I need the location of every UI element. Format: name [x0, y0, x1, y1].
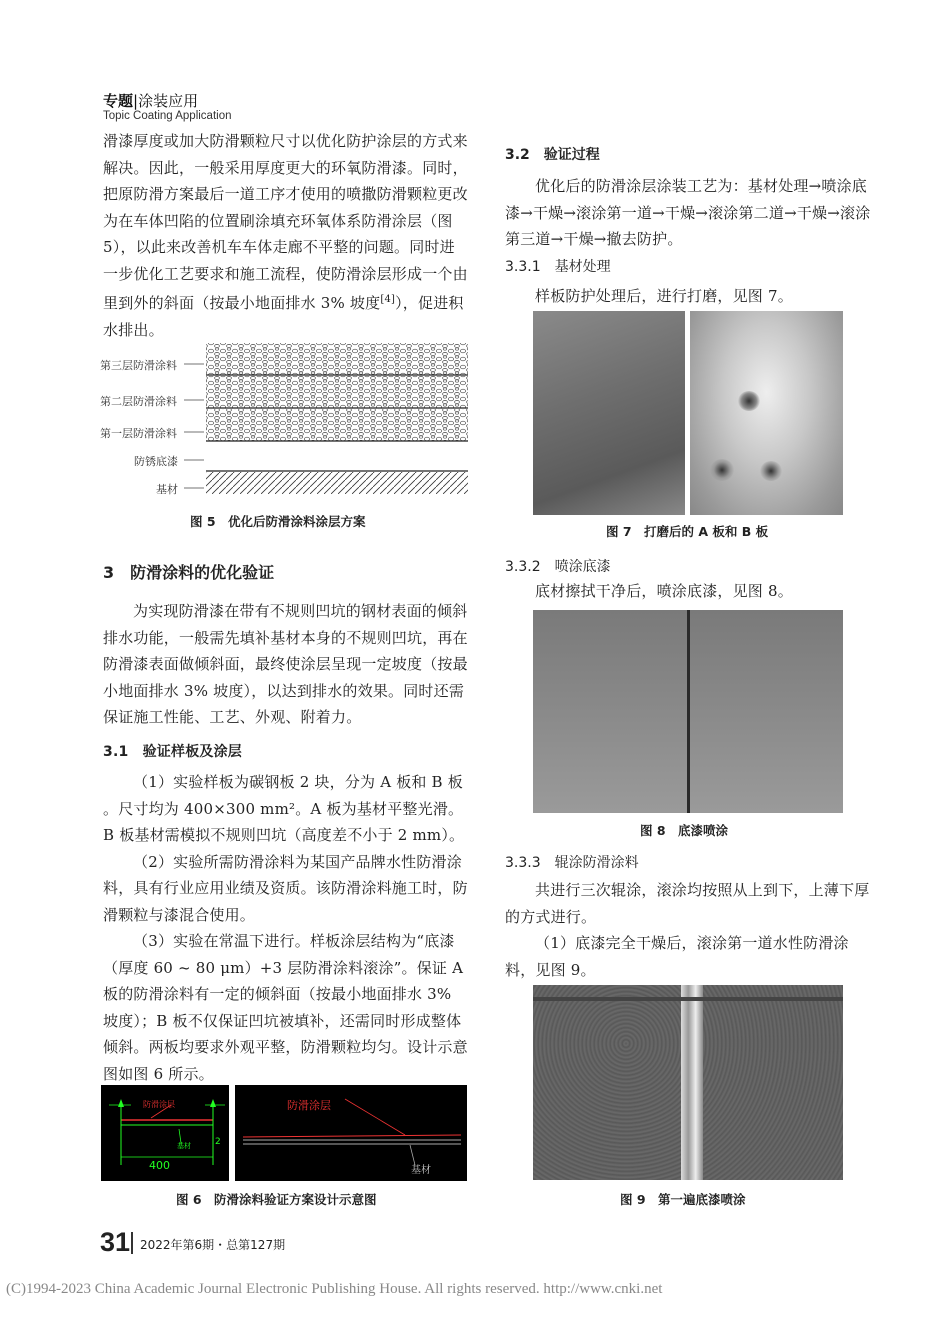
layer-label: 基材 [156, 483, 178, 496]
subsection-3-3-1-heading: 3.3.1 基材处理 [505, 259, 611, 275]
fig6-right-base-label: 基材 [411, 1165, 431, 1176]
section-3-heading: 3 防滑涂料的优化验证 [103, 563, 275, 582]
subsection-3-1-heading: 3.1 验证样板及涂层 [103, 743, 243, 760]
figure-6-right-panel [235, 1085, 467, 1181]
topic-label: 涂装应用 [138, 92, 199, 110]
figure-9-photo [533, 985, 843, 1180]
figure-7-photo-b [690, 311, 843, 515]
left-intro-paragraph: 滑漆厚度或加大防滑颗粒尺寸以优化防护涂层的方式来解决。因此，一般采用厚度更大的环氧防滑漆。同时，把原防滑方案最后一道工序才使用的喷撒防滑颗粒更改为在车体凹陷的位置刷涂填充环氧体系防滑涂层（图 5），以此来改善机车车体走廊不平整的问题。同时进一步优化工艺要求和施工流程，使防滑涂层形成一个由里到外的斜面（按最小地面排水 3% 坡度[4]），促进积水排出。 [103, 132, 468, 339]
substrate-hatch [206, 472, 468, 494]
citation-ref: [4] [380, 294, 396, 305]
p333-paragraphs: 共进行三次辊涂，滚涂均按照从上到下，上薄下厚的方式进行。 （1）底漆完全干燥后，滚涂第一道水性防滑涂料，见图 9。 [505, 881, 870, 979]
copyright-notice: (C)1994-2023 China Academic Journal Electronic Publishing House. All rights reserved. http://www.cnki.net [6, 1281, 663, 1297]
edge-shadow [533, 997, 843, 1001]
header-divider: | [133, 92, 139, 110]
subsection-3-3-3-heading: 3.3.3 辊涂防滑涂料 [505, 855, 639, 871]
topic-english: Topic Coating Application [103, 110, 232, 122]
process-paragraph: 优化后的防滑涂层涂装工艺为：基材处理→喷涂底漆→干燥→滚涂第一道→干燥→滚涂第二道→干燥→滚涂第三道→干燥→撤去防护。 [505, 177, 871, 248]
masking-tape-strip [681, 985, 703, 1180]
paragraph-1: （1）实验样板为碳钢板 2 块，分为 A 板和 B 板 。尺寸均为 400×300 mm²。A 板为基材平整光滑。B 板基材需模拟不规则凹坑（高度差不小于 2 mm）。 [103, 773, 465, 844]
pit-mark [710, 459, 734, 481]
p332-paragraph: 底材擦拭干净后，喷涂底漆，见图 8。 [535, 582, 793, 600]
figure-6-caption: 图 6 防滑涂料验证方案设计示意图 [176, 1192, 377, 1207]
issue-info: 2022年第6期・总第127期 [140, 1238, 286, 1252]
section-label: 专题 [103, 92, 134, 110]
layer-label: 第二层防滑涂料 [100, 395, 177, 408]
figure-6-right-svg [235, 1085, 467, 1181]
layer-label: 防锈底漆 [134, 455, 178, 468]
paragraph-2: （2）实验所需防滑涂料为某国产品牌水性防滑涂料，具有行业应用业绩及资质。该防滑涂料施工时，防滑颗粒与漆混合使用。 [103, 852, 468, 924]
panel-seam [687, 610, 690, 813]
subsection-3-3-2-heading: 3.3.2 喷涂底漆 [505, 559, 611, 575]
pit-mark [738, 391, 760, 411]
section-3-intro: 为实现防滑漆在带有不规则凹坑的钢材表面的倾斜排水功能，一般需先填补基材本身的不规则凹坑，再在防滑漆表面做倾斜面，最终使涂层呈现一定坡度（按最小地面排水 3% 坡度），以达到排水的效果。同时还需保证施工性能、工艺、外观、附着力。 [103, 602, 468, 726]
fig6-base-label: 基材 [177, 1142, 191, 1150]
layer-1-coating [206, 409, 468, 441]
layer-2-coating [206, 376, 468, 408]
p331-paragraph: 样板防护处理后，进行打磨，见图 7。 [535, 287, 793, 305]
figure-7-photo-a [533, 311, 685, 515]
fig6-right-coating-label: 防滑涂层 [287, 1099, 331, 1112]
section-3-body [103, 598, 470, 1087]
figure-8-photo [533, 610, 843, 813]
fig6-width-dim: 400 [149, 1159, 170, 1172]
figure-5-caption: 图 5 优化后防滑涂料涂层方案 [190, 514, 366, 529]
figure-5-layer-diagram [100, 340, 472, 500]
figure-9-caption: 图 9 第一遍底漆喷涂 [620, 1192, 746, 1207]
figure-7-caption: 图 7 打磨后的 A 板和 B 板 [606, 524, 769, 539]
fig6-height-dim: 2 [215, 1137, 221, 1147]
footer-divider [131, 1232, 133, 1254]
pit-mark [760, 461, 782, 481]
layer-label: 第三层防滑涂料 [100, 359, 177, 372]
layer-label: 第一层防滑涂料 [100, 427, 177, 440]
figure-6-left-panel [101, 1085, 229, 1181]
subsection-3-2-heading: 3.2 验证过程 [505, 147, 600, 163]
paragraph-3: （3）实验在常温下进行。样板涂层结构为“底漆（厚度 60 ~ 80 μm）+3 层防滑涂料滚涂”。保证 A 板的防滑涂料有一定的倾斜面（按最小地面排水 3% 坡度）；B 板不仅保证凹坑被填补，还需同时形成整体倾斜。两板均要求外观平整，防滑颗粒均匀。设计示意图如图 6 所示。 [103, 932, 468, 1083]
figure-8-caption: 图 8 底漆喷涂 [640, 823, 729, 838]
journal-section-header [103, 90, 198, 111]
layer-3-coating [206, 343, 468, 375]
page-number: 31 [100, 1227, 131, 1257]
fig6-coating-label: 防滑涂层 [143, 1100, 175, 1109]
